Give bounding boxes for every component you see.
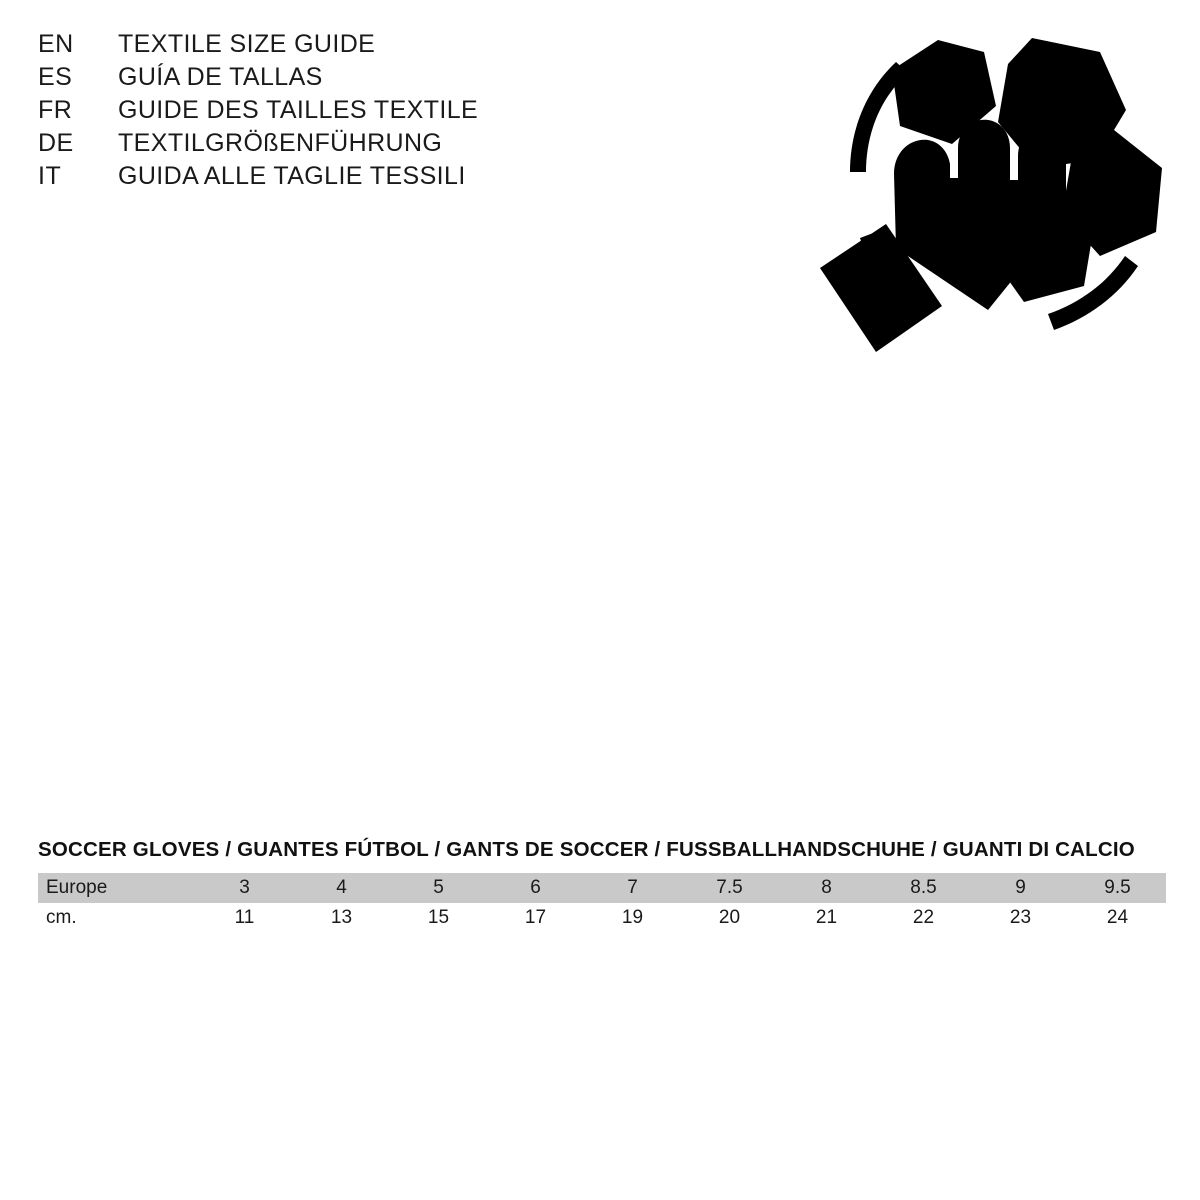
size-table-section <box>38 838 1166 933</box>
language-title: GUIDE DES TAILLES TEXTILE <box>118 96 479 124</box>
soccer-glove-ball-icon <box>800 18 1170 378</box>
table-cell: 9 <box>1015 877 1026 898</box>
table-cell: 22 <box>912 907 935 928</box>
language-header <box>38 30 838 195</box>
table-cell: 15 <box>427 907 450 928</box>
language-code: IT <box>38 162 62 190</box>
table-cell: 8 <box>821 877 832 898</box>
table-cell: 7 <box>627 877 638 898</box>
language-code: FR <box>38 96 73 124</box>
row-label-europe: Europe <box>46 877 108 898</box>
table-cell: 13 <box>330 907 353 928</box>
language-code: EN <box>38 30 74 58</box>
size-table <box>38 873 1166 933</box>
language-code: DE <box>38 129 74 157</box>
table-cell: 4 <box>336 877 347 898</box>
language-title: TEXTILE SIZE GUIDE <box>118 30 376 58</box>
table-row <box>38 873 1166 903</box>
language-title: TEXTILGRÖßENFÜHRUNG <box>118 129 443 157</box>
table-cell: 9.5 <box>1104 877 1131 898</box>
table-cell: 7.5 <box>716 877 743 898</box>
table-cell: 5 <box>433 877 444 898</box>
row-label-cm: cm. <box>46 907 77 928</box>
language-row <box>38 63 838 96</box>
table-cell: 24 <box>1106 907 1129 928</box>
language-code: ES <box>38 63 73 91</box>
table-cell: 21 <box>815 907 838 928</box>
language-row <box>38 96 838 129</box>
table-cell: 3 <box>239 877 250 898</box>
table-row <box>38 903 1166 933</box>
table-cell: 20 <box>718 907 741 928</box>
table-cell: 8.5 <box>910 877 937 898</box>
language-title: GUIDA ALLE TAGLIE TESSILI <box>118 162 466 190</box>
language-row <box>38 129 838 162</box>
table-cell: 11 <box>234 907 255 928</box>
size-table-title: SOCCER GLOVES / GUANTES FÚTBOL / GANTS DE SOCCER / FUSSBALLHANDSCHUHE / GUANTI DI CALCIO <box>38 838 1135 861</box>
language-title: GUÍA DE TALLAS <box>118 63 323 91</box>
table-cell: 23 <box>1009 907 1032 928</box>
language-row <box>38 30 838 63</box>
table-cell: 6 <box>530 877 541 898</box>
language-row <box>38 162 838 195</box>
table-cell: 19 <box>621 907 644 928</box>
table-cell: 17 <box>524 907 547 928</box>
